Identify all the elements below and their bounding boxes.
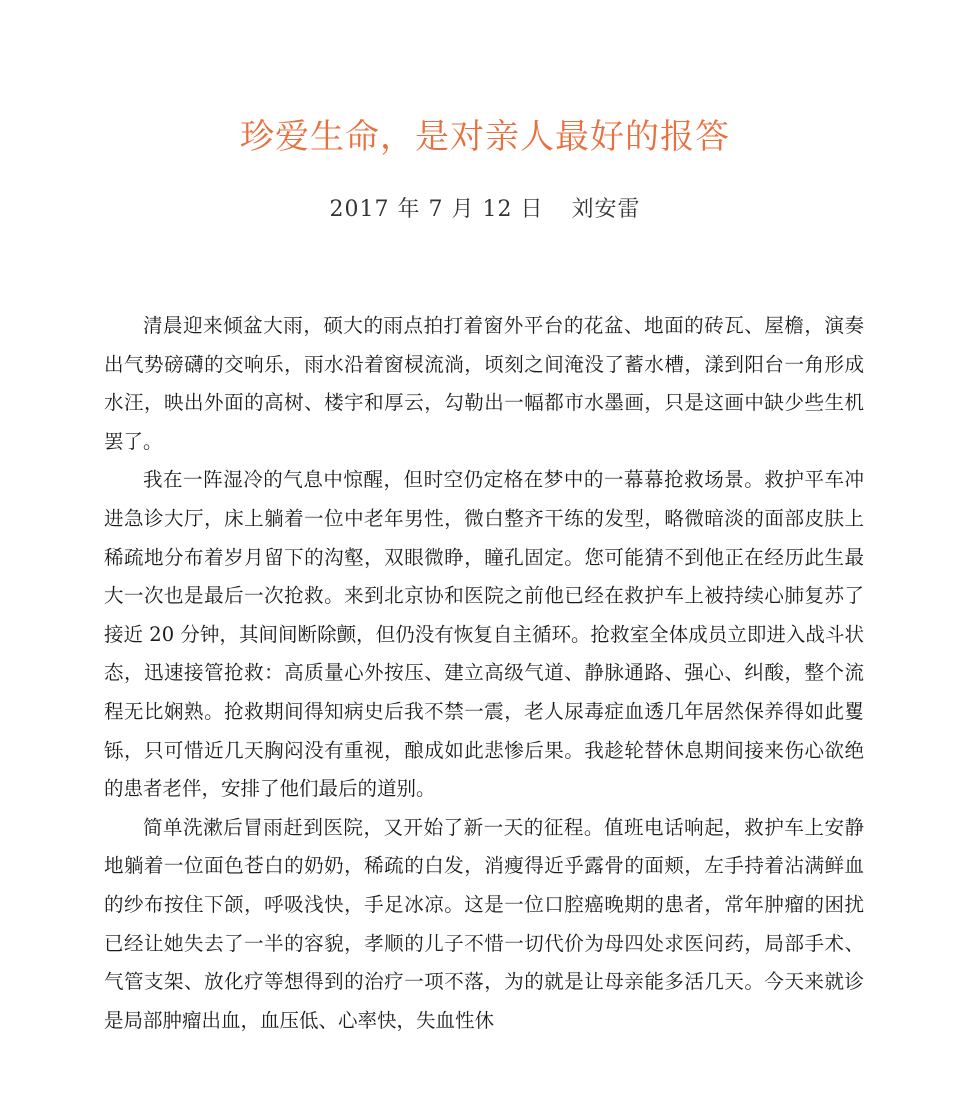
article-byline <box>0 192 970 228</box>
article-date: 2017 年 7 月 12 日 <box>329 197 544 222</box>
article-paragraph: 我在一阵湿冷的气息中惊醒，但时空仍定格在梦中的一幕幕抢救场景。救护平车冲进急诊大厅，床上躺着一位中老年男性，微白整齐干练的发型，略微暗淡的面部皮肤上稀疏地分布着岁月留下的沟壑，双眼微睁，瞳孔固定。您可能猜不到他正在经历此生最大一次也是最后一次抢救。来到北京协和医院之前他已经在救护车上被持续心肺复苏了接近 20 分钟，其间间断除颤，但仍没有恢复自主循环。抢救室全体成员立即进入战斗状态，迅速接管抢救：高质量心外按压、建立高级气道、静脉通路、强心、纠酸，整个流程无比娴熟。抢救期间得知病史后我不禁一震，老人尿毒症血透几年居然保养得如此矍铄，只可惜近几天胸闷没有重视，酿成如此悲惨后果。我趁轮替休息期间接来伤心欲绝的患者老伴，安排了他们最后的道别。 <box>104 468 864 801</box>
article-author: 刘安雷 <box>571 197 641 222</box>
article-paragraph: 简单洗漱后冒雨赶到医院，又开始了新一天的征程。值班电话响起，救护车上安静地躺着一位面色苍白的奶奶，稀疏的白发，消瘦得近乎露骨的面颊，左手持着沾满鲜血的纱布按住下颌，呼吸浅快，手足冰凉。这是一位口腔癌晚期的患者，常年肿瘤的困扰已经让她失去了一半的容貌，孝顺的儿子不惜一切代价为母四处求医问药，局部手术、气管支架、放化疗等想得到的治疗一项不落，为的就是让母亲能多活几天。今天来就诊是局部肿瘤出血，血压低、心率快，失血性休 <box>104 815 864 1032</box>
article-paragraph: 清晨迎来倾盆大雨，硕大的雨点拍打着窗外平台的花盆、地面的砖瓦、屋檐，演奏出气势磅礴的交响乐，雨水沿着窗棂流淌，顷刻之间淹没了蓄水槽，漾到阳台一角形成水汪，映出外面的高树、楼宇和厚云，勾勒出一幅都市水墨画，只是这画中缺少些生机罢了。 <box>104 314 864 453</box>
article-title: 珍爱生命，是对亲人最好的报答 <box>240 117 730 157</box>
article-body <box>104 307 864 1040</box>
